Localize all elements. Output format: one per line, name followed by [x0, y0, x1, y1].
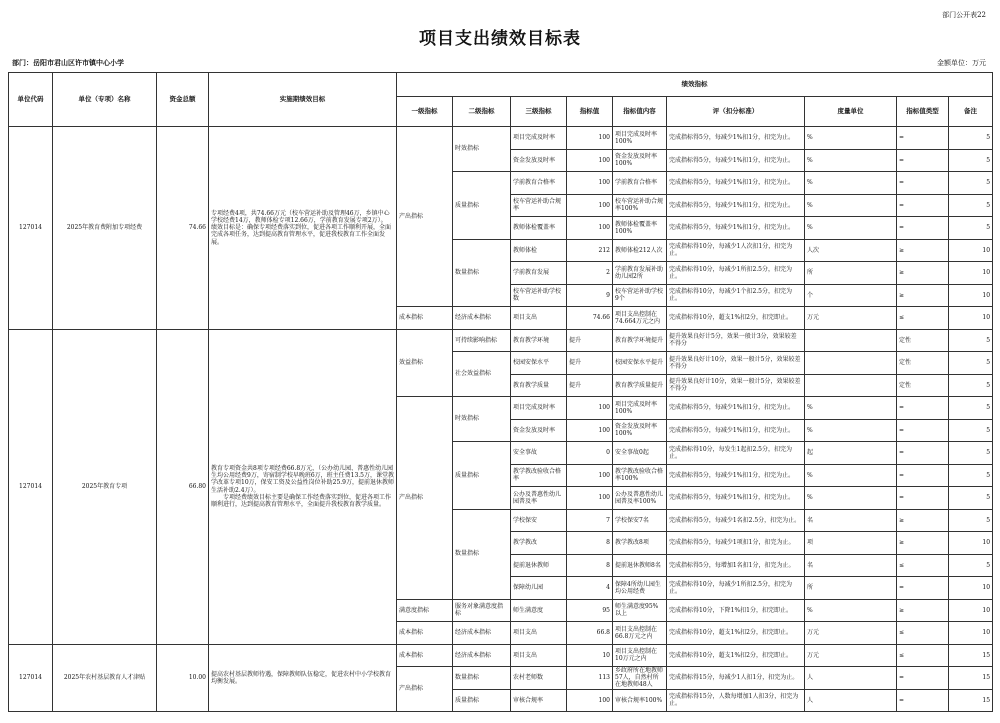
header-name: 单位（专项）名称 [53, 73, 157, 127]
level1-indicator: 产出指标 [397, 667, 453, 712]
value-type: ≤ [897, 307, 949, 330]
indicator-value: 8 [567, 554, 613, 577]
measure-unit: 人次 [805, 239, 897, 262]
level2-indicator: 数量指标 [453, 667, 511, 690]
header-total: 资金总额 [157, 73, 209, 127]
level2-indicator: 可持续影响指标 [453, 329, 511, 352]
indicator-content: 资金发放及时率100% [613, 149, 667, 172]
indicator-value: 0 [567, 442, 613, 465]
department-label: 部门：岳阳市君山区许市镇中心小学 [12, 58, 124, 67]
measure-unit: % [805, 172, 897, 195]
measure-unit: 所 [805, 577, 897, 600]
level1-indicator: 产出指标 [397, 397, 453, 600]
level3-indicator: 学前教育合格率 [511, 172, 567, 195]
indicator-content: 项目支出控制在66.8万元之内 [613, 622, 667, 645]
indicator-content: 教学教改8项 [613, 532, 667, 555]
level3-indicator: 项目支出 [511, 622, 567, 645]
level3-indicator: 提前退休教师 [511, 554, 567, 577]
note: 15 [949, 644, 993, 667]
header-level3: 三级指标 [511, 97, 567, 127]
indicator-value: 100 [567, 194, 613, 217]
evaluation-standard: 提升效果良好计10分，效果一般计5分，效果较差不得分 [667, 352, 805, 375]
header-value-type: 指标值类型 [897, 97, 949, 127]
measure-unit: % [805, 397, 897, 420]
indicator-content: 教学教改验收合格率100% [613, 464, 667, 487]
level3-indicator: 农村老师数 [511, 667, 567, 690]
table-body [9, 127, 993, 712]
header-performance: 绩效指标 [397, 73, 993, 97]
fund-total: 66.80 [157, 329, 209, 644]
level3-indicator: 项目支出 [511, 644, 567, 667]
level1-indicator: 产出指标 [397, 127, 453, 307]
indicator-content: 师生满意度95%以上 [613, 599, 667, 622]
value-type: ≥ [897, 599, 949, 622]
value-type: 定性 [897, 352, 949, 375]
indicator-content: 项目支出控制在10万元之内 [613, 644, 667, 667]
indicator-content: 项目完成及时率100% [613, 397, 667, 420]
indicator-value: 100 [567, 464, 613, 487]
header-level1: 一级指标 [397, 97, 453, 127]
level3-indicator: 项目支出 [511, 307, 567, 330]
evaluation-standard: 完成指标得10分，超支1%扣2分，扣完即止。 [667, 622, 805, 645]
level3-indicator: 学前教育发展 [511, 262, 567, 285]
level3-indicator: 资金发放及时率 [511, 149, 567, 172]
indicator-value: 100 [567, 127, 613, 150]
value-type: = [897, 194, 949, 217]
note: 5 [949, 329, 993, 352]
indicator-value: 提升 [567, 329, 613, 352]
value-type: = [897, 172, 949, 195]
level2-indicator: 服务对象满意度指标 [453, 599, 511, 622]
unit-code: 127014 [9, 644, 53, 712]
evaluation-standard: 完成指标得5分，每减少1%扣1分，扣完为止。 [667, 149, 805, 172]
value-type: ≤ [897, 644, 949, 667]
value-type: ≤ [897, 622, 949, 645]
value-type: = [897, 689, 949, 712]
indicator-value: 100 [567, 689, 613, 712]
measure-unit: % [805, 464, 897, 487]
level2-indicator: 时效指标 [453, 397, 511, 442]
evaluation-standard: 完成指标得5分，每减少1%扣1分，扣完为止。 [667, 127, 805, 150]
note: 5 [949, 554, 993, 577]
level3-indicator: 资金发放及时率 [511, 419, 567, 442]
level3-indicator: 校车营运补助学校数 [511, 284, 567, 307]
note: 5 [949, 217, 993, 240]
measure-unit [805, 374, 897, 397]
value-type: = [897, 419, 949, 442]
note: 5 [949, 194, 993, 217]
level3-indicator: 校车营运补助合规率 [511, 194, 567, 217]
table-row [9, 644, 993, 667]
measure-unit: 人 [805, 689, 897, 712]
evaluation-standard: 完成指标得5分，每减少1%扣1分，扣完为止。 [667, 217, 805, 240]
value-type: ≥ [897, 509, 949, 532]
evaluation-standard: 完成指标得5分，每减少1名扣2.5分，扣完为止。 [667, 509, 805, 532]
table-row [9, 329, 993, 352]
indicator-value: 100 [567, 149, 613, 172]
level3-indicator: 审核合规率 [511, 689, 567, 712]
level3-indicator: 教学教改 [511, 532, 567, 555]
measure-unit: 起 [805, 442, 897, 465]
header-value: 指标值 [567, 97, 613, 127]
header-note: 备注 [949, 97, 993, 127]
indicator-value: 113 [567, 667, 613, 690]
level2-indicator: 经济成本指标 [453, 622, 511, 645]
level1-indicator: 成本指标 [397, 644, 453, 667]
note: 5 [949, 397, 993, 420]
note: 10 [949, 307, 993, 330]
measure-unit [805, 329, 897, 352]
indicator-content: 项目支出控制在74.664万元之内 [613, 307, 667, 330]
evaluation-standard: 完成指标得10分，每发生1起扣2.5分，扣完为止。 [667, 442, 805, 465]
note: 5 [949, 127, 993, 150]
value-type: = [897, 397, 949, 420]
indicator-content: 资金发放及时率100% [613, 419, 667, 442]
note: 10 [949, 262, 993, 285]
indicator-content: 校园安保水平提升 [613, 352, 667, 375]
performance-target: 提高农村基层教师待遇，保障教师队伍稳定，促进农村中小学校教育均衡发展。 [209, 644, 397, 712]
value-type: ≥ [897, 239, 949, 262]
measure-unit [805, 352, 897, 375]
level1-indicator: 成本指标 [397, 622, 453, 645]
measure-unit: % [805, 599, 897, 622]
level3-indicator: 项目完成及时率 [511, 397, 567, 420]
note: 5 [949, 487, 993, 510]
indicator-content: 教师体检212人次 [613, 239, 667, 262]
measure-unit: 所 [805, 262, 897, 285]
level2-indicator: 经济成本指标 [453, 644, 511, 667]
level3-indicator: 学校保安 [511, 509, 567, 532]
value-type: 定性 [897, 329, 949, 352]
evaluation-standard: 完成指标得10分，超支1%扣2分，扣完即止。 [667, 644, 805, 667]
note: 5 [949, 149, 993, 172]
note: 5 [949, 442, 993, 465]
measure-unit: % [805, 194, 897, 217]
indicator-value: 10 [567, 644, 613, 667]
measure-unit: % [805, 127, 897, 150]
note: 10 [949, 577, 993, 600]
measure-unit: % [805, 419, 897, 442]
project-name: 2025年教育专项 [53, 329, 157, 644]
measure-unit: % [805, 487, 897, 510]
measure-unit: 人 [805, 667, 897, 690]
unit-code: 127014 [9, 329, 53, 644]
evaluation-standard: 提升效果良好计5分，效果一般计3分，效果较差不得分 [667, 329, 805, 352]
value-type: = [897, 442, 949, 465]
indicator-content: 校车营运补助合规率100% [613, 194, 667, 217]
value-type: = [897, 127, 949, 150]
indicator-content: 教师体检覆盖率100% [613, 217, 667, 240]
indicator-value: 100 [567, 487, 613, 510]
indicator-content: 审核合规率100% [613, 689, 667, 712]
measure-unit: 名 [805, 554, 897, 577]
evaluation-standard: 提升效果良好计10分，效果一般计5分，效果较差不得分 [667, 374, 805, 397]
level3-indicator: 保障幼儿园 [511, 577, 567, 600]
indicator-content: 乡政府所在地教师57人，自然村所在地教师48人 [613, 667, 667, 690]
indicator-value: 7 [567, 509, 613, 532]
indicator-value: 100 [567, 419, 613, 442]
performance-target: 教育专项资金共8项专项经费66.8万元，（公办幼儿园、普惠性幼儿园生均公用经费9万，寄宿制学校早晚班6万，班主任费13.5万，课堂教学改革专项10万，保安工资及公益性岗位补助25.9万，提前退休教师生活补助2.4万）。 专项经费绩效目标主要是确保工作经费落实到位，促进各项工作顺利进行，达到提高教育管理水平，全面提升我校教育教学质量。 [209, 329, 397, 644]
indicator-content: 学校保安7名 [613, 509, 667, 532]
evaluation-standard: 完成指标得10分，下降1%扣1分，扣完即止。 [667, 599, 805, 622]
level3-indicator: 项目完成及时率 [511, 127, 567, 150]
project-name: 2025年农村基层教育人才津贴 [53, 644, 157, 712]
note: 15 [949, 689, 993, 712]
header-measure-unit: 度量单位 [805, 97, 897, 127]
indicator-value: 74.66 [567, 307, 613, 330]
evaluation-standard: 完成指标得5分，每减少1%扣1分，扣完为止。 [667, 419, 805, 442]
evaluation-standard: 完成指标得10分，每减少1人次扣1分，扣完为止。 [667, 239, 805, 262]
indicator-content: 提前退休教师8名 [613, 554, 667, 577]
note: 5 [949, 464, 993, 487]
indicator-content: 保障4所幼儿园生均公用经费 [613, 577, 667, 600]
level3-indicator: 校园安保水平 [511, 352, 567, 375]
indicator-value: 4 [567, 577, 613, 600]
evaluation-standard: 完成指标得5分，每减少1项扣1分，扣完为止。 [667, 532, 805, 555]
note: 10 [949, 622, 993, 645]
value-type: 定性 [897, 374, 949, 397]
level3-indicator: 师生满意度 [511, 599, 567, 622]
evaluation-standard: 完成指标得5分，每减少1%扣1分，扣完为止。 [667, 464, 805, 487]
level3-indicator: 公办及普惠性幼儿园普及率 [511, 487, 567, 510]
note: 5 [949, 374, 993, 397]
indicator-value: 100 [567, 397, 613, 420]
page-title: 项目支出绩效目标表 [419, 29, 581, 49]
measure-unit: 项 [805, 532, 897, 555]
value-type: = [897, 577, 949, 600]
level2-indicator: 数量指标 [453, 239, 511, 307]
level1-indicator: 效益指标 [397, 329, 453, 397]
indicator-value: 100 [567, 217, 613, 240]
project-name: 2025年教育费附加专项经费 [53, 127, 157, 330]
header-evaluation: 评（扣分标准） [667, 97, 805, 127]
indicator-value: 100 [567, 172, 613, 195]
level2-indicator: 社会效益指标 [453, 352, 511, 397]
value-type: = [897, 487, 949, 510]
note: 5 [949, 172, 993, 195]
measure-unit: 个 [805, 284, 897, 307]
measure-unit: 万元 [805, 644, 897, 667]
note: 15 [949, 667, 993, 690]
evaluation-standard: 完成指标得15分，每减少1人扣1分，扣完为止。 [667, 667, 805, 690]
evaluation-standard: 完成指标得10分，每减少1个扣2.5分，扣完为止。 [667, 284, 805, 307]
note: 5 [949, 352, 993, 375]
level3-indicator: 安全事故 [511, 442, 567, 465]
level2-indicator: 质量指标 [453, 442, 511, 510]
evaluation-standard: 完成指标得10分，每减少1所扣2.5分，扣完为止。 [667, 577, 805, 600]
value-type: ≥ [897, 284, 949, 307]
level1-indicator: 满意度指标 [397, 599, 453, 622]
level2-indicator: 质量指标 [453, 689, 511, 712]
level2-indicator: 数量指标 [453, 509, 511, 599]
performance-target: 专项经费4项，共74.66万元（校车营运补助及管理46万，乡镇中心学校经费14万，教师体检专项12.66万，学前教育发展专项2万）。 绩效目标是：确保专项经费落实到位，促进各项工作顺利开展，全面完成各项任务，达到提高教育管理水平，促进我校教育工作全面发展。 [209, 127, 397, 330]
level1-indicator: 成本指标 [397, 307, 453, 330]
measure-unit: 名 [805, 509, 897, 532]
indicator-content: 教育教学环境提升 [613, 329, 667, 352]
evaluation-standard: 完成指标得5分，每减少1%扣1分，扣完为止。 [667, 487, 805, 510]
value-type: = [897, 217, 949, 240]
evaluation-standard: 完成指标得5分，每减少1%扣1分，扣完为止。 [667, 397, 805, 420]
header-value-content: 指标值内容 [613, 97, 667, 127]
fund-total: 74.66 [157, 127, 209, 330]
measure-unit: 万元 [805, 307, 897, 330]
indicator-value: 9 [567, 284, 613, 307]
level3-indicator: 教学教改验收合格率 [511, 464, 567, 487]
indicator-value: 95 [567, 599, 613, 622]
performance-table [8, 72, 993, 712]
value-type: = [897, 149, 949, 172]
level3-indicator: 教师体检覆盖率 [511, 217, 567, 240]
header-code: 单位代码 [9, 73, 53, 127]
indicator-value: 8 [567, 532, 613, 555]
level3-indicator: 教师体检 [511, 239, 567, 262]
evaluation-standard: 完成指标得15分，人数每增加1人扣3分，扣完为止。 [667, 689, 805, 712]
indicator-content: 项目完成及时率100% [613, 127, 667, 150]
evaluation-standard: 完成指标得10分，超支1%扣2分，扣完即止。 [667, 307, 805, 330]
amount-unit-label: 金额单位：万元 [937, 59, 986, 67]
indicator-value: 66.8 [567, 622, 613, 645]
value-type: ≥ [897, 262, 949, 285]
indicator-content: 公办及普惠性幼儿园普及率100% [613, 487, 667, 510]
note: 5 [949, 509, 993, 532]
measure-unit: % [805, 217, 897, 240]
value-type: = [897, 667, 949, 690]
evaluation-standard: 完成指标得5分，每减少1%扣1分，扣完为止。 [667, 194, 805, 217]
level2-indicator: 经济成本指标 [453, 307, 511, 330]
indicator-content: 学前教育合格率 [613, 172, 667, 195]
fund-total: 10.00 [157, 644, 209, 712]
table-row [9, 127, 993, 150]
value-type: ≤ [897, 554, 949, 577]
indicator-content: 学前教育发展补助幼儿园2所 [613, 262, 667, 285]
note: 5 [949, 419, 993, 442]
evaluation-standard: 完成指标得5分，每增加1名扣1分，扣完为止。 [667, 554, 805, 577]
header-target: 实施期绩效目标 [209, 73, 397, 127]
level3-indicator: 教育教学质量 [511, 374, 567, 397]
value-type: ≥ [897, 532, 949, 555]
level2-indicator: 质量指标 [453, 172, 511, 240]
indicator-value: 提升 [567, 374, 613, 397]
header-level2: 二级指标 [453, 97, 511, 127]
evaluation-standard: 完成指标得5分，每减少1%扣1分，扣完为止。 [667, 172, 805, 195]
note: 10 [949, 239, 993, 262]
note: 10 [949, 599, 993, 622]
indicator-value: 2 [567, 262, 613, 285]
value-type: = [897, 464, 949, 487]
indicator-content: 安全事故0起 [613, 442, 667, 465]
table-number: 部门公开表22 [942, 11, 986, 19]
indicator-content: 教育教学质量提升 [613, 374, 667, 397]
unit-code: 127014 [9, 127, 53, 330]
level2-indicator: 时效指标 [453, 127, 511, 172]
evaluation-standard: 完成指标得10分，每减少1所扣2.5分，扣完为止。 [667, 262, 805, 285]
measure-unit: % [805, 149, 897, 172]
indicator-content: 校车营运补助学校9个 [613, 284, 667, 307]
level3-indicator: 教育教学环境 [511, 329, 567, 352]
indicator-value: 212 [567, 239, 613, 262]
note: 10 [949, 284, 993, 307]
indicator-value: 提升 [567, 352, 613, 375]
measure-unit: 万元 [805, 622, 897, 645]
note: 10 [949, 532, 993, 555]
